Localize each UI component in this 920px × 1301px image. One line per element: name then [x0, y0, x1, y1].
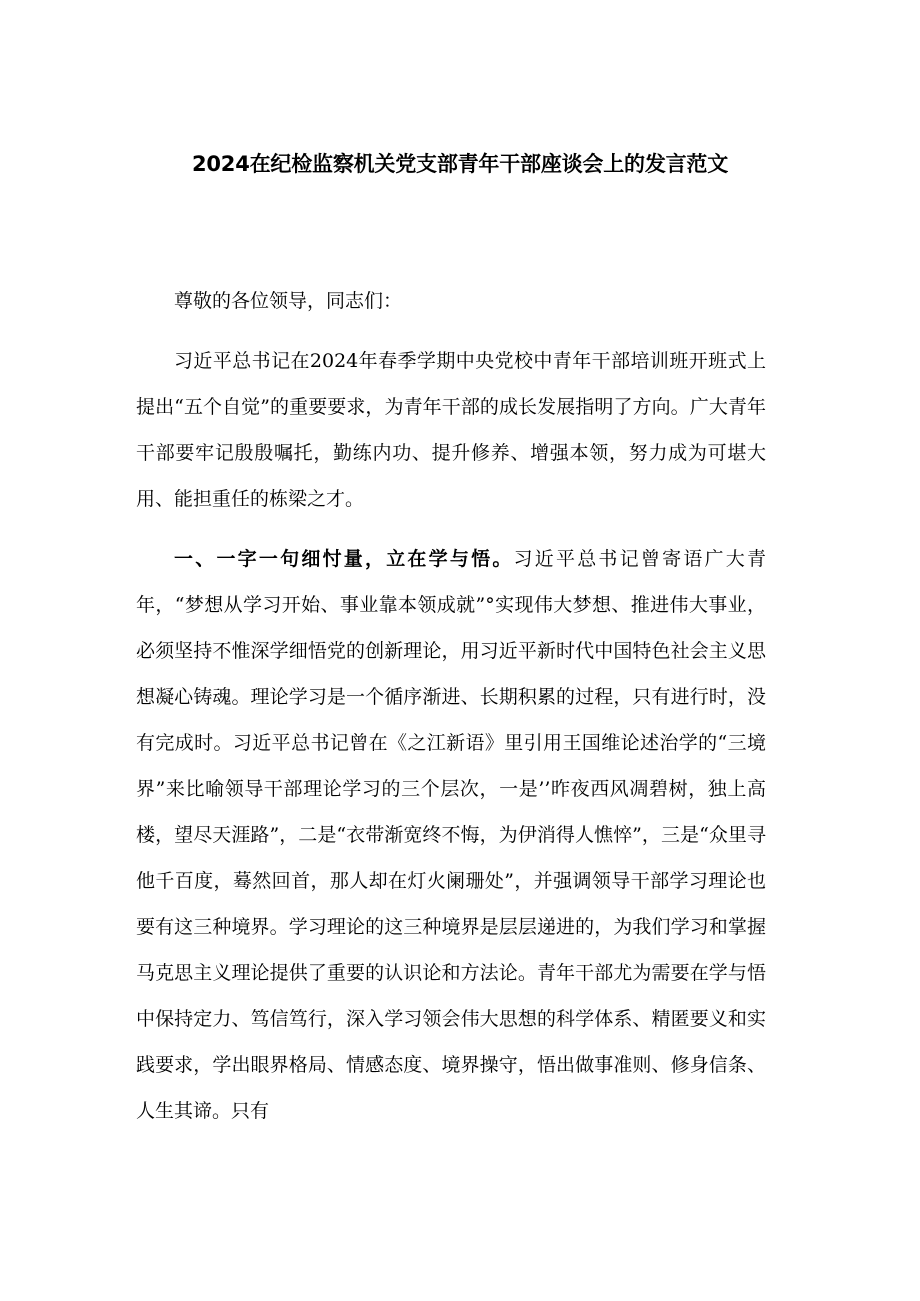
section-1-heading: 一、一字一句细忖量，立在学与悟。	[174, 548, 514, 570]
intro-paragraph: 习近平总书记在2024年春季学期中央党校中青年干部培训班开班式上提出“五个自觉”的重要要求，为青年干部的成长发展指明了方向。广大青年干部要牢记殷殷嘱托，勤练内功、提升修养、增强本领，努力成为可堪大用、能担重任的栋梁之才。	[136, 350, 766, 510]
section-1-paragraph	[136, 536, 766, 1134]
section-1-text: 习近平总书记曾寄语广大青年，“梦想从学习开始、事业靠本领成就”°实现伟大梦想、推进伟大事业，必须坚持不惟深学细悟党的创新理论，用习近平新时代中国特色社会主义思想凝心铸魂。理论学习是一个循序渐进、长期积累的过程，只有进行时，没有完成时。习近平总书记曾在《之江新语》里引用王国维论述治学的“三境界”来比喻领导干部理论学习的三个层次，一是’’昨夜西风凋碧树，独上高楼，望尽天涯路”，二是“衣带渐宽终不悔，为伊消得人憔悴”，三是“众里寻他千百度，蓦然回首，那人却在灯火阑珊处”，并强调领导干部学习理论也要有这三种境界。学习理论的这三种境界是层层递进的，为我们学习和掌握马克思主义理论提供了重要的认识论和方法论。青年干部尤为需要在学与悟中保持定力、笃信笃行，深入学习领会伟大思想的科学体系、精匿要义和实践要求，学出眼界格局、情感态度、境界操守，悟出做事准则、修身信条、人生其谛。只有	[136, 548, 766, 1122]
document-title: 2024在纪检监察机关党支部青年干部座谈会上的发言范文	[191, 152, 729, 176]
greeting-paragraph: 尊敬的各位领导，同志们：	[174, 290, 403, 312]
document-body	[136, 278, 766, 1148]
